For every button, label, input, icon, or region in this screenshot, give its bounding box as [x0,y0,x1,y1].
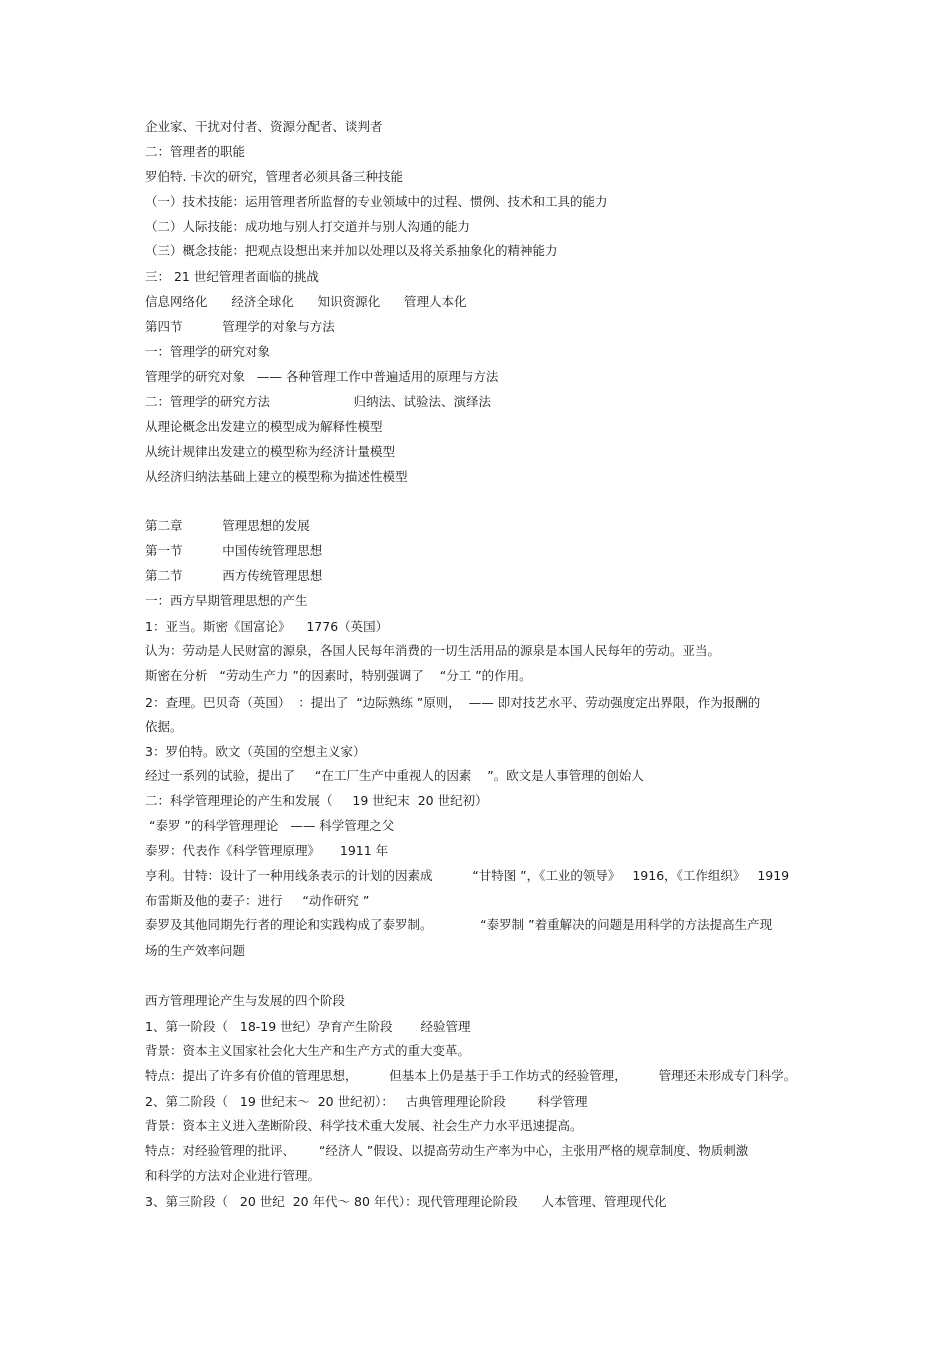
text-line: 从统计规律出发建立的模型称为经济计量模型 [145,444,396,459]
text-line: 一：西方早期管理思想的产生 [145,593,308,608]
text-line: 特点：提出了许多有价值的管理思想， 但基本上仍是基于手工作坊式的经验管理， 管理还未形成专门科学。 [145,1068,797,1083]
text-line: 背景：资本主义国家社会化大生产和生产方式的重大变革。 [145,1043,471,1058]
text-line: 泰罗：代表作《科学管理原理》 1911 年 [145,843,389,858]
text-line: 亨利。甘特：设计了一种用线条表示的计划的因素成 “甘特图 ”，《工业的领导》 1916，《工作组织》 1919 [145,868,790,883]
text-line: 认为：劳动是人民财富的源泉，各国人民每年消费的一切生活用品的源泉是本国人民每年的劳动。亚当。 [145,643,721,658]
text-line: 罗伯特. 卡次的研究，管理者必须具备三种技能 [145,169,403,184]
text-line: 二：管理者的职能 [145,144,246,159]
text-line: 1、第一阶段（ 18-19 世纪）孕育产生阶段 经验管理 [145,1019,471,1034]
text-line: 管理学的研究对象 —— 各种管理工作中普遍适用的原理与方法 [145,369,499,384]
text-line: 3、第三阶段（ 20 世纪 20 年代～ 80 年代）：现代管理理论阶段 人本管理、管理现代化 [145,1194,667,1209]
text-line: 三： 21 世纪管理者面临的挑战 [145,269,319,284]
text-line: 2：查理。巴贝奇（英国） ：提出了 “边际熟练 ”原则， —— 即对技艺水平、劳动强度定出界限，作为报酬的 [145,695,761,710]
text-line: 二：科学管理理论的产生和发展（ 19 世纪末 20 世纪初） [145,793,488,808]
text-line: 泰罗及其他同期先行者的理论和实践构成了泰罗制。 “泰罗制 ”着重解决的问题是用科学的方法提高生产现 [145,917,773,932]
text-line: 企业家、干扰对付者、资源分配者、谈判者 [145,119,383,134]
text-line: 一：管理学的研究对象 [145,344,271,359]
text-line: 场的生产效率问题 [145,943,246,958]
text-line: （二）人际技能：成功地与别人打交道并与别人沟通的能力 [145,219,471,234]
text-line: （三）概念技能：把观点设想出来并加以处理以及将关系抽象化的精神能力 [145,243,558,258]
text-line: 二：管理学的研究方法 归纳法、试验法、演绎法 [145,394,491,409]
section-heading: 第二节 西方传统管理思想 [145,568,323,583]
text-line: 斯密在分析 “劳动生产力 ”的因素时，特别强调了 “分工 ”的作用。 [145,668,532,683]
text-line: 特点：对经验管理的批评、 “经济人 ”假设、以提高劳动生产率为中心，主张用严格的规章制度、物质刺激 [145,1143,749,1158]
text-line: 布雷斯及他的妻子：进行 “动作研究 ” [145,893,370,908]
text-line: “泰罗 ”的科学管理理论 —— 科学管理之父 [145,818,395,833]
chapter-heading: 第二章 管理思想的发展 [145,518,310,533]
section-heading: 第一节 中国传统管理思想 [145,543,323,558]
section-heading: 西方管理理论产生与发展的四个阶段 [145,993,346,1008]
text-line: 从理论概念出发建立的模型成为解释性模型 [145,419,383,434]
text-line: 和科学的方法对企业进行管理。 [145,1168,321,1183]
text-line: 经过一系列的试验，提出了 “在工厂生产中重视人的因素 ”。欧文是人事管理的创始人 [145,768,644,783]
section-heading: 第四节 管理学的对象与方法 [145,319,335,334]
text-line: 1：亚当。斯密《国富论》 1776（英国） [145,619,389,634]
text-line: 背景：资本主义进入垄断阶段、科学技术重大发展、社会生产力水平迅速提高。 [145,1118,583,1133]
text-line: 依据。 [145,719,183,734]
text-line: （一）技术技能：运用管理者所监督的专业领域中的过程、惯例、技术和工具的能力 [145,194,608,209]
text-line: 信息网络化 经济全球化 知识资源化 管理人本化 [145,294,467,309]
text-line: 2、第二阶段（ 19 世纪末～ 20 世纪初）： 古典管理理论阶段 科学管理 [145,1094,588,1109]
text-line: 3：罗伯特。欧文（英国的空想主义家） [145,744,366,759]
text-line: 从经济归纳法基础上建立的模型称为描述性模型 [145,469,408,484]
